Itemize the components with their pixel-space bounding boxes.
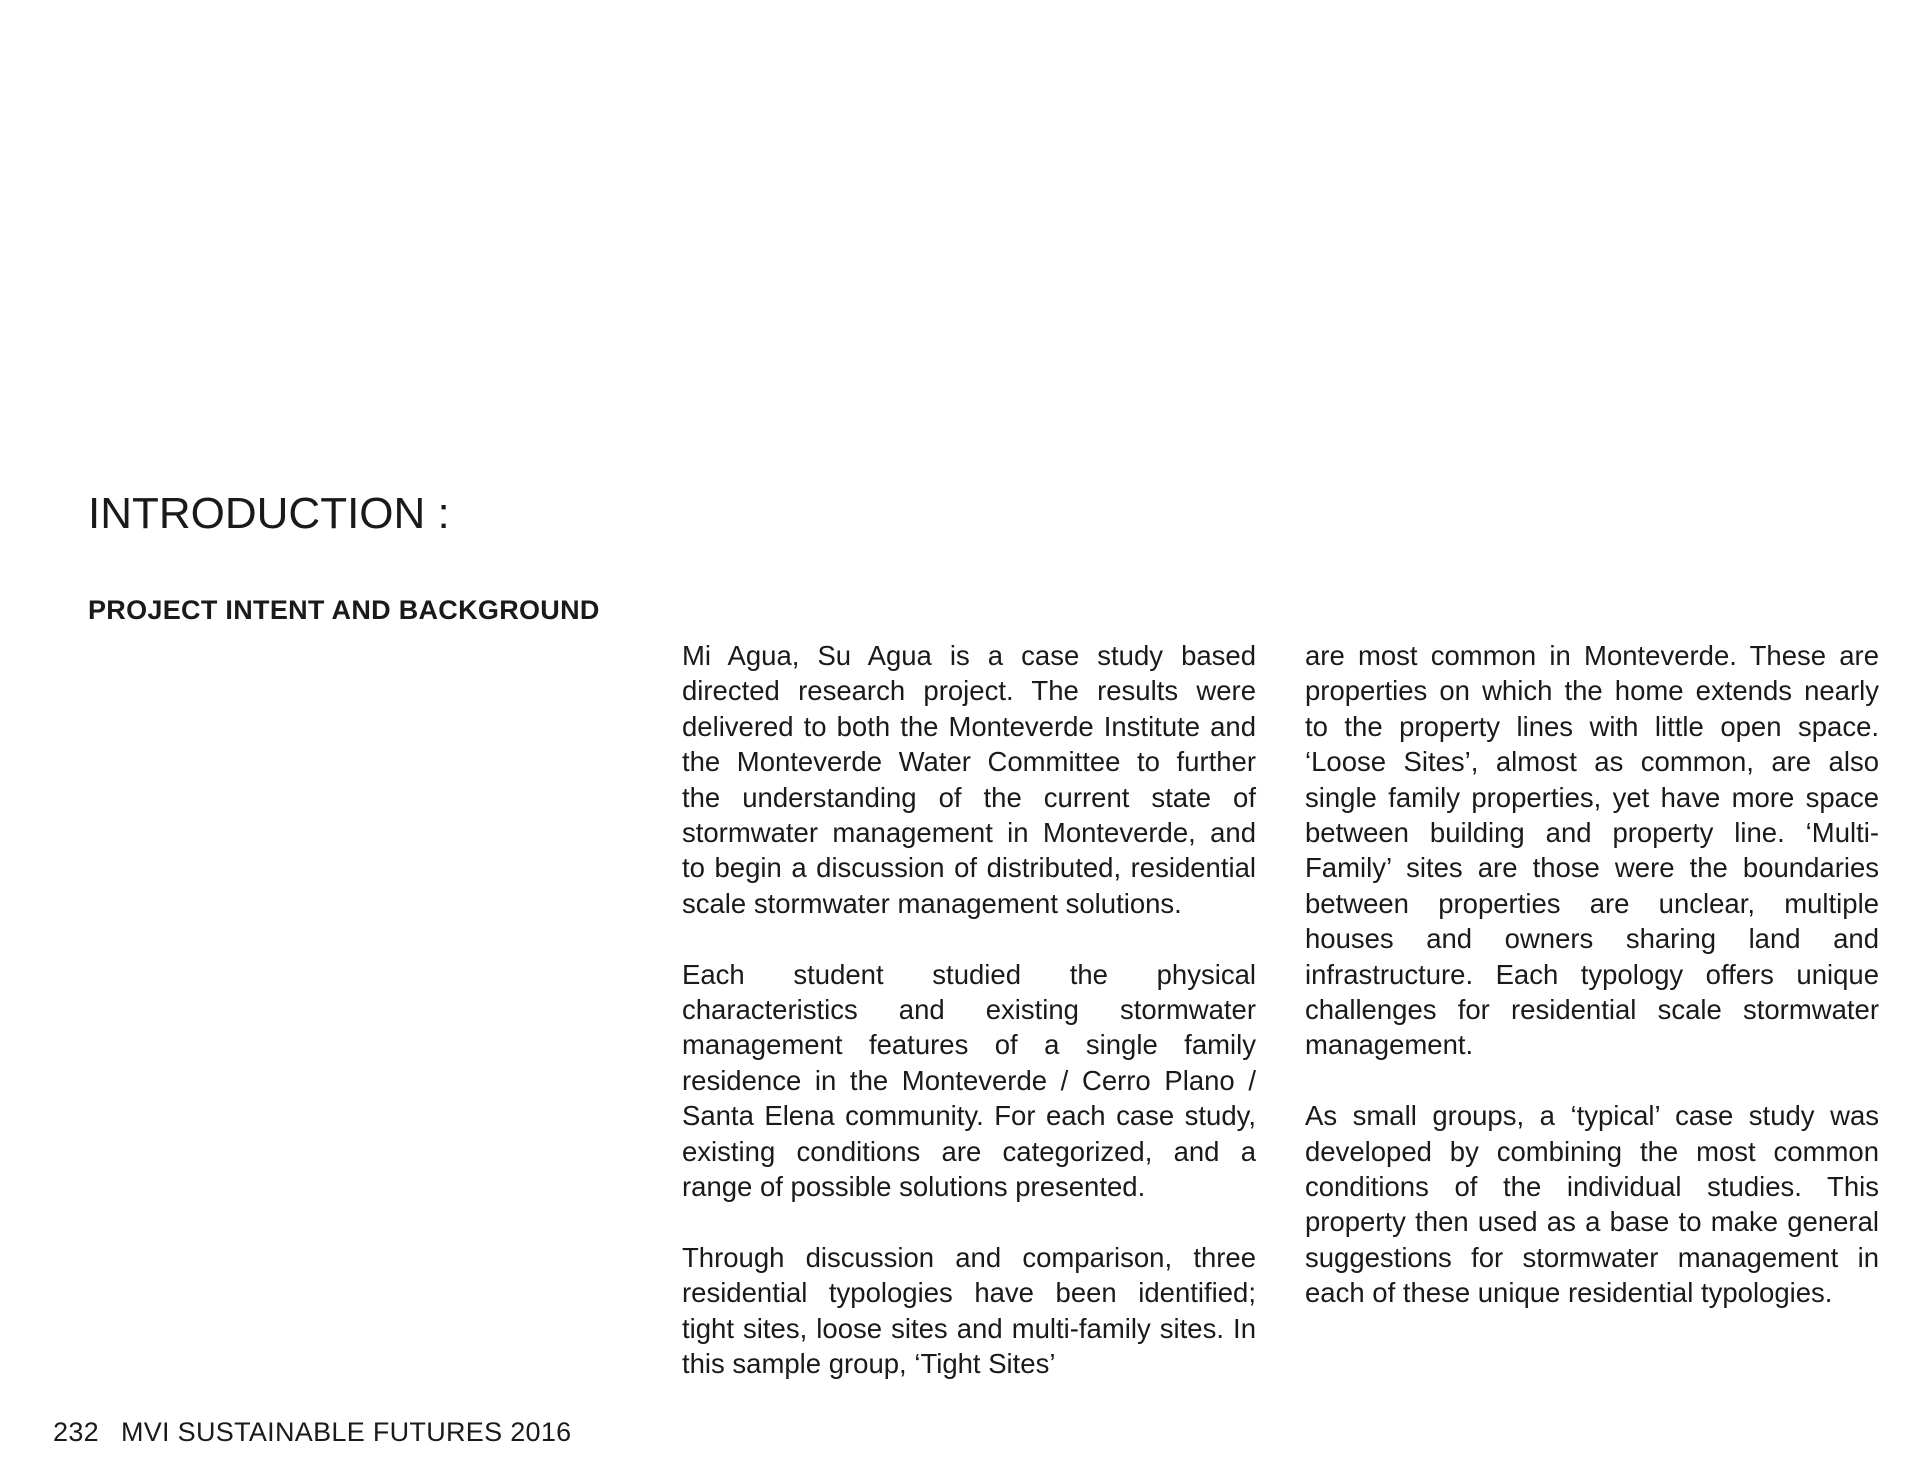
page-footer: [53, 1416, 571, 1448]
text-column-right: [1305, 638, 1879, 1311]
paragraph: are most common in Monteverde. These are properties on which the home extends nearly to the property lines with little open space. ‘Loose Sites’, almost as common, are also single family properties, yet have more space between building and property line. ‘Multi-Family’ sites are those were the boundaries between properties are unclear, multiple houses and owners sharing land and infrastructure. Each typology offers unique challenges for residential scale stormwater management.: [1305, 640, 1879, 1061]
publication-title: MVI SUSTAINABLE FUTURES 2016: [120, 1417, 572, 1447]
text-column-left: [682, 638, 1256, 1382]
paragraph: As small groups, a ‘typical’ case study was developed by combining the most common conditions of the individual studies. This property then used as a base to make general suggestions for stormwater management in each of these unique residential typologies.: [1305, 1100, 1879, 1309]
section-subtitle: PROJECT INTENT AND BACKGROUND: [88, 595, 600, 625]
paragraph: Mi Agua, Su Agua is a case study based directed research project. The results were delivered to both the Monteverde Institute and the Monteverde Water Committee to further the understanding of the current state of stormwater management in Monteverde, and to begin a discussion of distributed, residential scale stormwater management solutions.: [682, 640, 1256, 919]
paragraph: Each student studied the physical characteristics and existing stormwater management features of a single family residence in the Monteverde / Cerro Plano / Santa Elena community. For each case study, existing conditions are categorized, and a range of possible solutions presented.: [682, 958, 1256, 1203]
paragraph: Through discussion and comparison, three residential typologies have been identified; tight sites, loose sites and multi-family sites. In this sample group, ‘Tight Sites’: [682, 1241, 1256, 1380]
page-number: 232: [53, 1417, 99, 1447]
page-title: INTRODUCTION :: [88, 489, 450, 538]
